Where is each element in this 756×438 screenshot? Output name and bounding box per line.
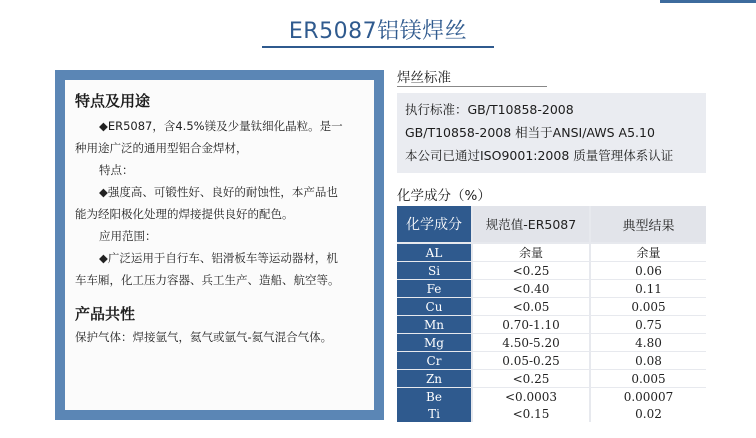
element-cell: Si	[397, 262, 471, 279]
result-cell: 0.005	[591, 370, 706, 387]
standards-heading: 焊丝标准	[397, 70, 451, 86]
spec-cell: <0.25	[473, 370, 589, 387]
composition-table	[397, 206, 706, 422]
para3-line1: ◆广泛运用于自行车、铝滑板车等运动器材，机	[99, 251, 338, 265]
features-label: 特点：	[99, 163, 134, 177]
table-header-row	[397, 206, 706, 242]
spec-cell: 余量	[473, 244, 589, 261]
header-spec: 规范值-ER5087	[473, 206, 589, 242]
title-underline	[262, 46, 494, 48]
result-cell: 0.06	[591, 262, 706, 279]
para1-line1: ◆ER5087，含4.5%镁及少量钛细化晶粒。是一	[99, 119, 343, 133]
element-cell: Mn	[397, 316, 471, 333]
applications-label: 应用范围：	[99, 229, 157, 243]
spec-cell: 4.50-5.20	[473, 334, 589, 351]
header-element: 化学成分	[397, 206, 471, 242]
para1-line2: 种用途广泛的通用型铝合金焊材，	[75, 141, 248, 155]
para2-line1: ◆强度高、可锻性好、良好的耐蚀性，本产品也	[99, 185, 338, 199]
standard-line: 本公司已通过ISO9001:2008 质量管理体系认证	[405, 148, 674, 163]
standards-underline	[397, 86, 547, 87]
element-cell: Zn	[397, 370, 471, 387]
result-cell: 余量	[591, 244, 706, 261]
element-cell: Ti	[397, 405, 471, 422]
table-row	[397, 352, 706, 369]
spec-cell: <0.25	[473, 262, 589, 279]
table-row	[397, 388, 706, 405]
element-cell: Cu	[397, 298, 471, 315]
features-card	[55, 70, 384, 420]
element-cell: Fe	[397, 280, 471, 297]
result-cell: 0.08	[591, 352, 706, 369]
table-row	[397, 370, 706, 387]
result-cell: 0.005	[591, 298, 706, 315]
shielding-gas-text: 保护气体：焊接氩气，氦气或氩气-氦气混合气体。	[75, 330, 333, 344]
page-title: ER5087铝镁焊丝	[288, 19, 468, 44]
table-row	[397, 316, 706, 333]
spec-cell: <0.15	[473, 405, 589, 422]
header-result: 典型结果	[591, 206, 706, 242]
result-cell: 4.80	[591, 334, 706, 351]
features-card-body	[65, 80, 374, 410]
common-properties-title: 产品共性	[75, 305, 136, 323]
element-cell: Be	[397, 388, 471, 405]
spec-cell: 0.70-1.10	[473, 316, 589, 333]
standard-line: GB/T10858-2008 相当于ANSI/AWS A5.10	[405, 125, 655, 140]
table-row	[397, 405, 706, 422]
result-cell: 0.75	[591, 316, 706, 333]
spec-cell: 0.05-0.25	[473, 352, 589, 369]
element-cell: Mg	[397, 334, 471, 351]
element-cell: Cr	[397, 352, 471, 369]
result-cell: 0.00007	[591, 388, 706, 405]
element-cell: AL	[397, 244, 471, 261]
table-row	[397, 262, 706, 279]
para3-line2: 车车厢，化工压力容器、兵工生产、造船、航空等。	[75, 273, 340, 287]
spec-cell: <0.40	[473, 280, 589, 297]
page-header	[0, 0, 756, 48]
composition-heading: 化学成分（%）	[397, 188, 491, 204]
spec-cell: <0.0003	[473, 388, 589, 405]
spec-cell: <0.05	[473, 298, 589, 315]
table-row	[397, 244, 706, 261]
result-cell: 0.02	[591, 405, 706, 422]
table-row	[397, 280, 706, 297]
table-row	[397, 298, 706, 315]
result-cell: 0.11	[591, 280, 706, 297]
standards-box	[397, 93, 706, 173]
para2-line2: 能为经阳极化处理的焊接提供良好的配色。	[75, 207, 294, 221]
table-row	[397, 334, 706, 351]
features-title: 特点及用途	[75, 92, 151, 110]
standard-line: 执行标准：GB/T10858-2008	[405, 102, 574, 117]
